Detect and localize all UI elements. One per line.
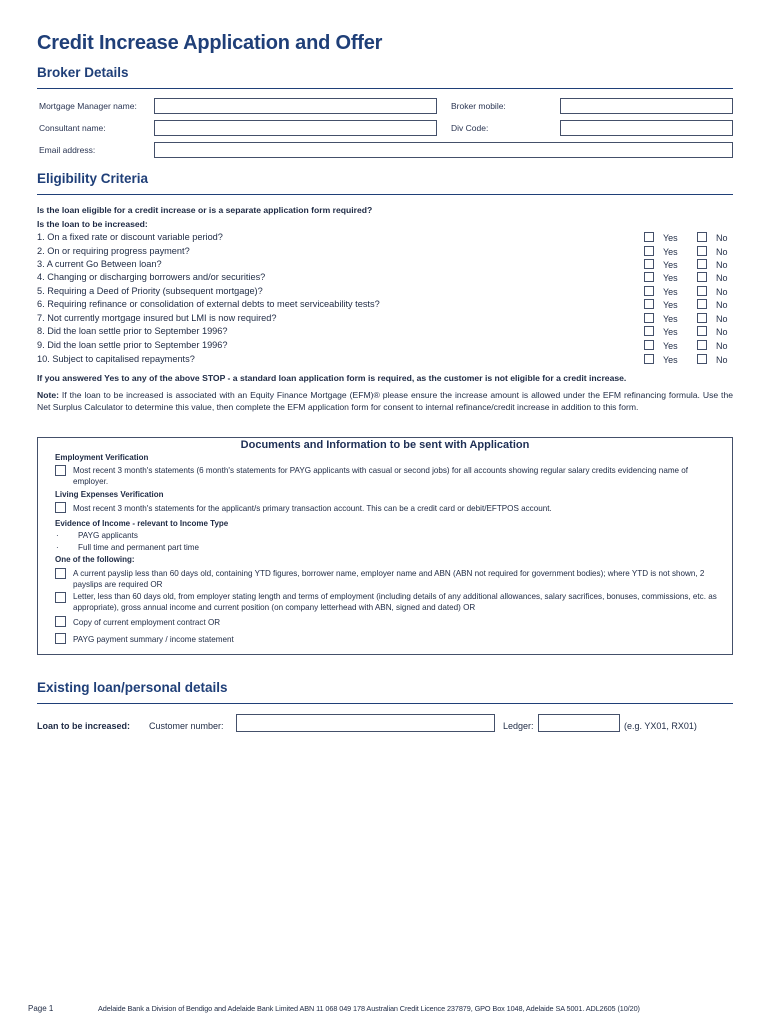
yes-label: Yes — [663, 314, 678, 324]
eligibility-intro: Is the loan eligible for a credit increase or is a separate application form required? — [37, 205, 373, 215]
contract-checkbox[interactable] — [55, 616, 66, 627]
broker-details-heading: Broker Details — [37, 65, 129, 80]
existing-loan-heading: Existing loan/personal details — [37, 680, 228, 695]
no-label: No — [716, 233, 728, 243]
yes-label: Yes — [663, 233, 678, 243]
div-code-label: Div Code: — [451, 123, 489, 133]
footer-legal: Adelaide Bank a Division of Bendigo and Adelaide Bank Limited ABN 11 068 049 178 Australian Credit Licence 237879, GPO Box 1048, Adelaide SA 5001. ADL2605 (10/20) — [98, 1004, 640, 1013]
no-checkbox[interactable] — [697, 340, 707, 350]
no-label: No — [716, 341, 728, 351]
loan-label: Loan to be increased: — [37, 721, 131, 731]
question-text: 10. Subject to capitalised repayments? — [37, 354, 195, 364]
payslip-checkbox[interactable] — [55, 568, 66, 579]
consultant-label: Consultant name: — [39, 123, 106, 133]
yes-checkbox[interactable] — [644, 259, 654, 269]
yes-label: Yes — [663, 341, 678, 351]
yes-label: Yes — [663, 327, 678, 337]
yes-checkbox[interactable] — [644, 272, 654, 282]
customer-number-label: Customer number: — [149, 721, 224, 731]
employment-item: Most recent 3 month's statements (6 month's statements for PAYG applicants with casual or second jobs) for all accounts showing regular salary credits evidencing name of employer. — [73, 466, 689, 486]
question-text: 6. Requiring refinance or consolidation of external debts to meet serviceability tests? — [37, 299, 380, 309]
question-text: 2. On or requiring progress payment? — [37, 246, 190, 256]
employment-checkbox[interactable] — [55, 465, 66, 476]
documents-heading: Documents and Information to be sent with Application — [240, 439, 530, 451]
existing-divider — [37, 703, 733, 704]
no-label: No — [716, 260, 728, 270]
no-checkbox[interactable] — [697, 232, 707, 242]
yes-checkbox[interactable] — [644, 299, 654, 309]
mortgage-manager-label: Mortgage Manager name: — [39, 101, 137, 111]
ledger-label: Ledger: — [503, 721, 534, 731]
yes-label: Yes — [663, 287, 678, 297]
bullet-payg: PAYG applicants — [78, 531, 138, 540]
customer-number-field[interactable] — [236, 714, 495, 732]
bullet-dot-icon: · — [56, 531, 59, 540]
bullet-fulltime: Full time and permanent part time — [78, 543, 200, 552]
yes-label: Yes — [663, 300, 678, 310]
yes-checkbox[interactable] — [644, 340, 654, 350]
eligibility-heading: Eligibility Criteria — [37, 171, 149, 186]
efm-note — [37, 390, 733, 413]
broker-mobile-label: Broker mobile: — [451, 101, 506, 111]
living-heading: Living Expenses Verification — [55, 490, 164, 499]
page-title: Credit Increase Application and Offer — [37, 32, 383, 54]
note-text: If the loan to be increased is associated with an Equity Finance Mortgage (EFM)® please ensure the increase amount is allowed under the EFM refinancing formula. Use the Net Surplus Calculator to determine this value, then complete the EFM application form for consent to internal refinance/credit increase in addition to this form. — [37, 390, 734, 412]
note-label: Note: — [37, 390, 59, 400]
no-label: No — [716, 247, 728, 257]
yes-label: Yes — [663, 355, 678, 365]
yes-checkbox[interactable] — [644, 313, 654, 323]
no-checkbox[interactable] — [697, 259, 707, 269]
stop-note: If you answered Yes to any of the above STOP - a standard loan application form is required, as the customer is not eligible for a credit increase. — [37, 373, 627, 383]
no-checkbox[interactable] — [697, 272, 707, 282]
living-checkbox[interactable] — [55, 502, 66, 513]
no-label: No — [716, 327, 728, 337]
no-checkbox[interactable] — [697, 354, 707, 364]
no-checkbox[interactable] — [697, 286, 707, 296]
living-item: Most recent 3 month's statements for the applicant/s primary transaction account. This can be a credit card or debit/EFTPOS account. — [73, 504, 552, 513]
consultant-field[interactable] — [154, 120, 437, 136]
payg-summary-item: PAYG payment summary / income statement — [73, 635, 234, 644]
no-checkbox[interactable] — [697, 299, 707, 309]
letter-checkbox[interactable] — [55, 592, 66, 603]
question-text: 8. Did the loan settle prior to September 1996? — [37, 326, 228, 336]
mortgage-manager-field[interactable] — [154, 98, 437, 114]
div-code-field[interactable] — [560, 120, 733, 136]
eligibility-intro-2: Is the loan to be increased: — [37, 219, 148, 229]
letter-item: Letter, less than 60 days old, from employer stating length and terms of employment (including details of any additional allowances, salary sacrifices, bonuses, commissions, etc. as appropriate), gross annual income and current position (on company letterhead with ABN, signed and dated) OR — [73, 592, 717, 612]
email-label: Email address: — [39, 145, 96, 155]
broker-divider — [37, 88, 733, 89]
yes-checkbox[interactable] — [644, 232, 654, 242]
employment-heading: Employment Verification — [55, 453, 149, 462]
question-text: 4. Changing or discharging borrowers and/or securities? — [37, 272, 266, 282]
question-text: 7. Not currently mortgage insured but LMI is now required? — [37, 313, 277, 323]
no-label: No — [716, 287, 728, 297]
contract-item: Copy of current employment contract OR — [73, 618, 221, 627]
no-label: No — [716, 300, 728, 310]
yes-checkbox[interactable] — [644, 286, 654, 296]
page-number: Page 1 — [28, 1004, 54, 1013]
payg-summary-checkbox[interactable] — [55, 633, 66, 644]
yes-checkbox[interactable] — [644, 246, 654, 256]
yes-checkbox[interactable] — [644, 326, 654, 336]
no-checkbox[interactable] — [697, 313, 707, 323]
ledger-example: (e.g. YX01, RX01) — [624, 721, 697, 731]
no-checkbox[interactable] — [697, 326, 707, 336]
question-text: 9. Did the loan settle prior to September 1996? — [37, 340, 228, 350]
no-checkbox[interactable] — [697, 246, 707, 256]
question-text: 5. Requiring a Deed of Priority (subsequent mortgage)? — [37, 286, 263, 296]
yes-label: Yes — [663, 273, 678, 283]
question-text: 1. On a fixed rate or discount variable period? — [37, 232, 223, 242]
one-of-heading: One of the following: — [55, 555, 135, 564]
broker-mobile-field[interactable] — [560, 98, 733, 114]
income-heading: Evidence of Income - relevant to Income Type — [55, 519, 229, 528]
email-field[interactable] — [154, 142, 733, 158]
yes-label: Yes — [663, 260, 678, 270]
no-label: No — [716, 355, 728, 365]
eligibility-divider — [37, 194, 733, 195]
payslip-item: A current payslip less than 60 days old, containing YTD figures, borrower name, employer name and ABN (ABN not required for government bodies); where YTD is not shown, 2 payslips are required OR — [73, 569, 705, 589]
question-text: 3. A current Go Between loan? — [37, 259, 162, 269]
yes-label: Yes — [663, 247, 678, 257]
yes-checkbox[interactable] — [644, 354, 654, 364]
no-label: No — [716, 273, 728, 283]
no-label: No — [716, 314, 728, 324]
bullet-dot-icon: · — [56, 543, 59, 552]
ledger-field[interactable] — [538, 714, 620, 732]
